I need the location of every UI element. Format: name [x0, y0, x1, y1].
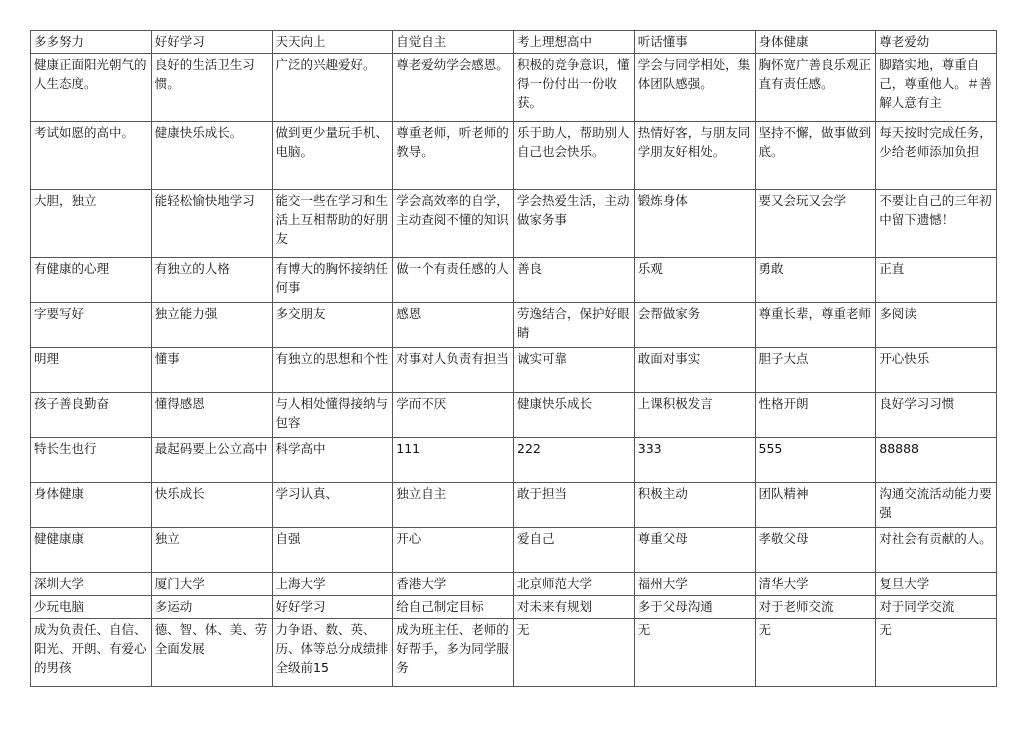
table-cell: 222	[514, 438, 635, 483]
table-cell: 开心快乐	[876, 348, 997, 393]
table-cell: 要又会玩又会学	[755, 190, 876, 258]
table-cell: 对社会有贡献的人。	[876, 528, 997, 573]
table-cell: 做一个有责任感的人	[393, 258, 514, 303]
table-row	[31, 528, 997, 573]
table-cell: 多于父母沟通	[634, 596, 755, 619]
table-cell: 成为负责任、自信、阳光、开朗、有爱心的男孩	[31, 619, 152, 687]
table-row	[31, 190, 997, 258]
table-cell: 自强	[272, 528, 393, 573]
table-cell: 性格开朗	[755, 393, 876, 438]
table-cell: 独立自主	[393, 483, 514, 528]
table-cell: 胸怀宽广善良乐观正直有责任感。	[755, 54, 876, 122]
header-cell: 自觉自主	[393, 31, 514, 54]
table-cell: 对于老师交流	[755, 596, 876, 619]
table-cell: 良好的生活卫生习惯。	[151, 54, 272, 122]
table-cell: 力争语、数、英、历、体等总分成绩排全级前15	[272, 619, 393, 687]
table-cell: 诚实可靠	[514, 348, 635, 393]
table-cell: 健康快乐成长。	[151, 122, 272, 190]
table-cell: 555	[755, 438, 876, 483]
table-cell: 尊重长辈，尊重老师	[755, 303, 876, 348]
table-cell: 快乐成长	[151, 483, 272, 528]
table-row	[31, 54, 997, 122]
table-cell: 脚踏实地，尊重自己，尊重他人。＃善解人意有主	[876, 54, 997, 122]
table-cell: 给自己制定目标	[393, 596, 514, 619]
table-cell: 学会高效率的自学，主动查阅不懂的知识	[393, 190, 514, 258]
header-cell: 好好学习	[151, 31, 272, 54]
table-cell: 勇敢	[755, 258, 876, 303]
table-cell: 积极主动	[634, 483, 755, 528]
table-row	[31, 258, 997, 303]
table-cell: 尊老爱幼学会感恩。	[393, 54, 514, 122]
table-row	[31, 122, 997, 190]
table-body	[31, 31, 997, 687]
table-cell: 有博大的胸怀接纳任何事	[272, 258, 393, 303]
table-cell: 少玩电脑	[31, 596, 152, 619]
table-cell: 无	[876, 619, 997, 687]
table-cell: 大胆，独立	[31, 190, 152, 258]
table-cell: 乐观	[634, 258, 755, 303]
header-cell: 天天向上	[272, 31, 393, 54]
table-cell: 有健康的心理	[31, 258, 152, 303]
table-cell: 有独立的人格	[151, 258, 272, 303]
table-cell: 学习认真、	[272, 483, 393, 528]
table-cell: 不要让自己的三年初中留下遗憾！	[876, 190, 997, 258]
wish-table	[30, 30, 997, 687]
table-cell: 最起码要上公立高中	[151, 438, 272, 483]
table-cell: 善良	[514, 258, 635, 303]
table-row	[31, 393, 997, 438]
table-cell: 会帮做家务	[634, 303, 755, 348]
table-cell: 健康快乐成长	[514, 393, 635, 438]
table-cell: 字要写好	[31, 303, 152, 348]
table-cell: 明理	[31, 348, 152, 393]
header-cell: 尊老爱幼	[876, 31, 997, 54]
header-cell: 多多努力	[31, 31, 152, 54]
table-cell: 孩子善良勤奋	[31, 393, 152, 438]
table-cell: 健健康康	[31, 528, 152, 573]
table-cell: 懂得感恩	[151, 393, 272, 438]
table-cell: 无	[514, 619, 635, 687]
table-cell: 身体健康	[31, 483, 152, 528]
table-cell: 厦门大学	[151, 573, 272, 596]
table-cell: 香港大学	[393, 573, 514, 596]
table-cell: 88888	[876, 438, 997, 483]
header-row	[31, 31, 997, 54]
table-cell: 尊重老师，听老师的教导。	[393, 122, 514, 190]
table-cell: 坚持不懈，做事做到底。	[755, 122, 876, 190]
table-cell: 爱自己	[514, 528, 635, 573]
table-cell: 科学高中	[272, 438, 393, 483]
table-cell: 有独立的思想和个性	[272, 348, 393, 393]
table-cell: 良好学习习惯	[876, 393, 997, 438]
header-cell: 身体健康	[755, 31, 876, 54]
table-cell: 深圳大学	[31, 573, 152, 596]
table-cell: 积极的竞争意识，懂得一份付出一份收获。	[514, 54, 635, 122]
table-row	[31, 573, 997, 596]
table-cell: 与人相处懂得接纳与包容	[272, 393, 393, 438]
table-cell: 孝敬父母	[755, 528, 876, 573]
table-cell: 敢于担当	[514, 483, 635, 528]
table-cell: 沟通交流活动能力要强	[876, 483, 997, 528]
table-cell: 无	[634, 619, 755, 687]
table-cell: 学而不厌	[393, 393, 514, 438]
header-cell: 听话懂事	[634, 31, 755, 54]
table-cell: 乐于助人，帮助别人自己也会快乐。	[514, 122, 635, 190]
table-cell: 对于同学交流	[876, 596, 997, 619]
table-row	[31, 438, 997, 483]
table-cell: 做到更少量玩手机、电脑。	[272, 122, 393, 190]
table-cell: 劳逸结合，保护好眼睛	[514, 303, 635, 348]
table-cell: 团队精神	[755, 483, 876, 528]
table-cell: 每天按时完成任务，少给老师添加负担	[876, 122, 997, 190]
table-row	[31, 619, 997, 687]
table-cell: 对事对人负责有担当	[393, 348, 514, 393]
table-cell: 能轻松愉快地学习	[151, 190, 272, 258]
table-cell: 多阅读	[876, 303, 997, 348]
table-cell: 胆子大点	[755, 348, 876, 393]
table-cell: 学会与同学相处，集体团队感强。	[634, 54, 755, 122]
table-cell: 特长生也行	[31, 438, 152, 483]
table-cell: 333	[634, 438, 755, 483]
table-cell: 北京师范大学	[514, 573, 635, 596]
table-cell: 对未来有规划	[514, 596, 635, 619]
table-cell: 广泛的兴趣爱好。	[272, 54, 393, 122]
table-row	[31, 303, 997, 348]
table-cell: 多运动	[151, 596, 272, 619]
table-cell: 无	[755, 619, 876, 687]
table-cell: 独立	[151, 528, 272, 573]
table-cell: 尊重父母	[634, 528, 755, 573]
table-cell: 能交一些在学习和生活上互相帮助的好朋友	[272, 190, 393, 258]
table-cell: 开心	[393, 528, 514, 573]
table-cell: 好好学习	[272, 596, 393, 619]
table-cell: 正直	[876, 258, 997, 303]
table-cell: 独立能力强	[151, 303, 272, 348]
header-cell: 考上理想高中	[514, 31, 635, 54]
table-cell: 健康正面阳光朝气的人生态度。	[31, 54, 152, 122]
table-cell: 成为班主任、老师的好帮手，多为同学服务	[393, 619, 514, 687]
table-cell: 111	[393, 438, 514, 483]
table-cell: 复旦大学	[876, 573, 997, 596]
table-cell: 懂事	[151, 348, 272, 393]
table-row	[31, 483, 997, 528]
table-cell: 学会热爱生活，主动做家务事	[514, 190, 635, 258]
table-cell: 德、智、体、美、劳全面发展	[151, 619, 272, 687]
table-cell: 锻炼身体	[634, 190, 755, 258]
table-cell: 上海大学	[272, 573, 393, 596]
table-cell: 敢面对事实	[634, 348, 755, 393]
table-row	[31, 596, 997, 619]
table-cell: 考试如愿的高中。	[31, 122, 152, 190]
table-cell: 上课积极发言	[634, 393, 755, 438]
table-cell: 福州大学	[634, 573, 755, 596]
table-cell: 清华大学	[755, 573, 876, 596]
table-cell: 热情好客，与朋友同学朋友好相处。	[634, 122, 755, 190]
table-cell: 多交朋友	[272, 303, 393, 348]
table-row	[31, 348, 997, 393]
table-cell: 感恩	[393, 303, 514, 348]
